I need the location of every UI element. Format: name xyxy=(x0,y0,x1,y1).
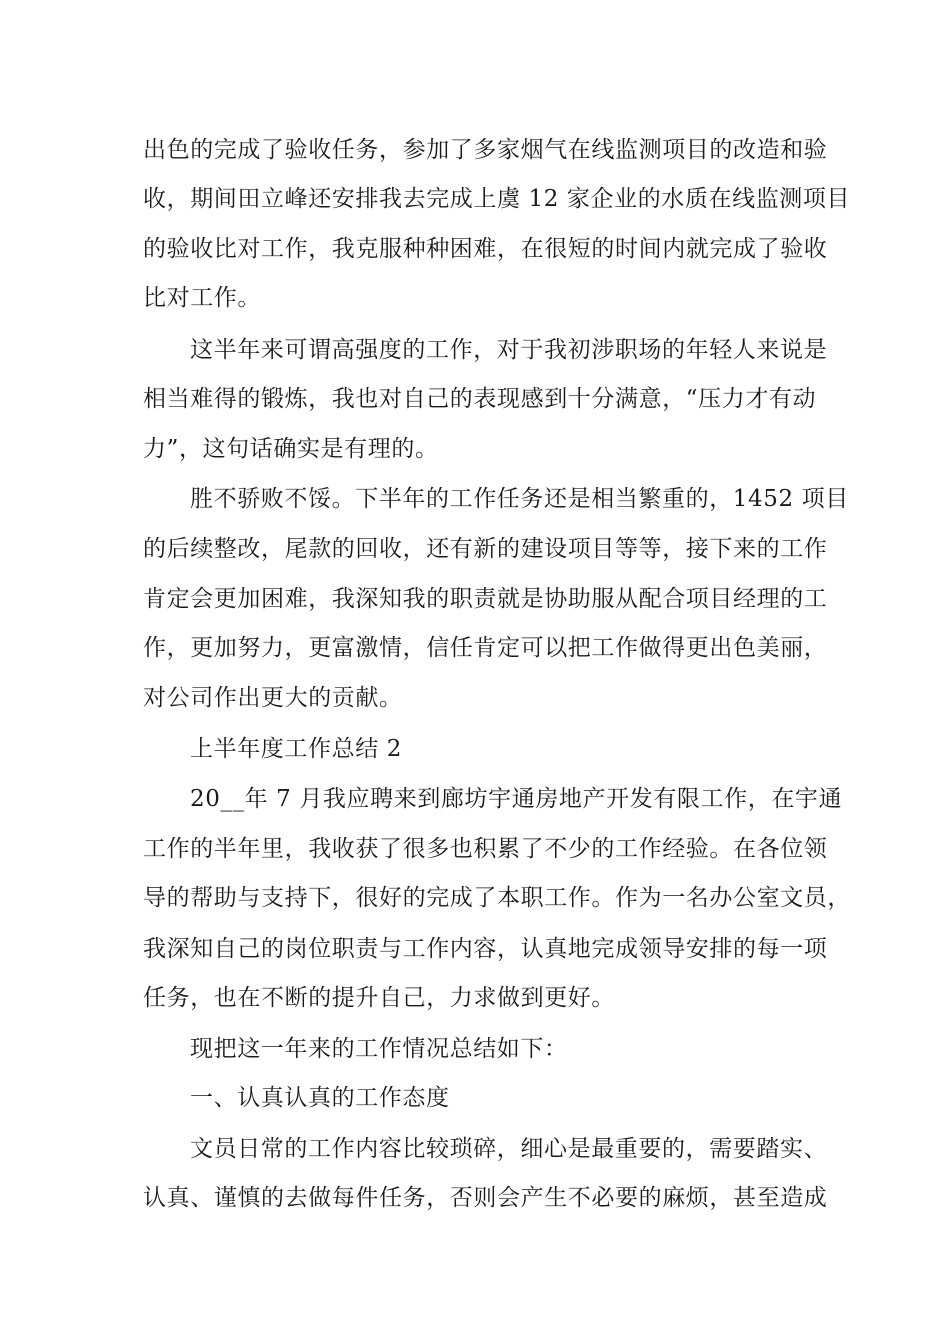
text-line: 的后续整改，尾款的回收，还有新的建设项目等等，接下来的工作 xyxy=(143,536,828,562)
text-line: 导的帮助与支持下，很好的完成了本职工作。作为一名办公室文员， xyxy=(143,885,851,911)
text-line: 任务，也在不断的提升自己，力求做到更好。 xyxy=(143,985,615,1011)
text-line: 这半年来可谓高强度的工作，对于我初涉职场的年轻人来说是 xyxy=(190,337,828,363)
text-line: 相当难得的锻炼，我也对自己的表现感到十分满意，“压力才有动 xyxy=(143,386,817,412)
text-line: 肯定会更加困难，我深知我的职责就是协助服从配合项目经理的工 xyxy=(143,586,828,612)
text-line: 现把这一年来的工作情况总结如下： xyxy=(190,1036,568,1062)
text-line: 工作的半年里，我收获了很多也积累了不少的工作经验。在各位领 xyxy=(143,836,828,862)
text-line: 收，期间田立峰还安排我去完成上虞 12 家企业的水质在线监测项目 xyxy=(143,186,851,212)
text-line: 比对工作。 xyxy=(143,285,261,311)
text-line: 20__年 7 月我应聘来到廊坊宇通房地产开发有限工作，在宇通 xyxy=(190,786,843,812)
text-line: 对公司作出更大的贡献。 xyxy=(143,685,403,711)
text-line: 力”，这句话确实是有理的。 xyxy=(143,436,439,462)
text-line: 文员日常的工作内容比较琐碎，细心是最重要的，需要踏实、 xyxy=(190,1136,828,1162)
text-line: 认真、谨慎的去做每件任务，否则会产生不必要的麻烦，甚至造成 xyxy=(143,1185,828,1211)
text-line: 的验收比对工作，我克服种种困难，在很短的时间内就完成了验收 xyxy=(143,236,828,262)
text-line: 胜不骄败不馁。下半年的工作任务还是相当繁重的，1452 项目 xyxy=(190,486,849,512)
text-line: 我深知自己的岗位职责与工作内容，认真地完成领导安排的每一项 xyxy=(143,936,828,962)
text-line: 出色的完成了验收任务，参加了多家烟气在线监测项目的改造和验 xyxy=(143,137,828,163)
text-line: 作，更加努力，更富激情，信任肯定可以把工作做得更出色美丽， xyxy=(143,635,828,661)
section-heading: 上半年度工作总结 2 xyxy=(190,736,402,762)
subsection-heading: 一、认真认真的工作态度 xyxy=(190,1085,450,1111)
